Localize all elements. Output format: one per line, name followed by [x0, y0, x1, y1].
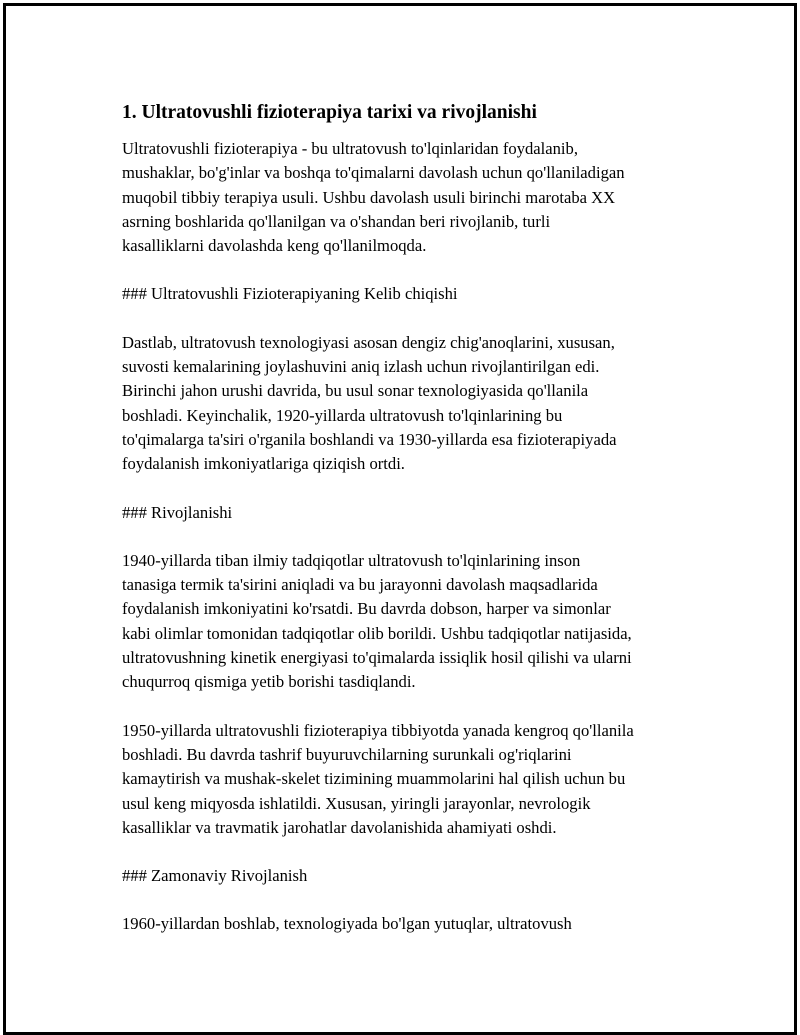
section-heading: [122, 864, 682, 888]
text-line: Dastlab, ultratovush texnologiyasi asosan dengiz chig'anoqlarini, xususan,: [122, 332, 615, 352]
text-line: mushaklar, bo'g'inlar va boshqa to'qimalarni davolash uchun qo'llaniladigan: [122, 163, 625, 183]
text-line: suvosti kemalarining joylashuvini aniq izlash uchun rivojlantirilgan edi.: [122, 357, 600, 377]
text-line: tanasiga termik ta'sirini aniqladi va bu jarayonni davolash maqsadlarida: [122, 575, 598, 595]
text-line: muqobil tibbiy terapiya usuli. Ushbu davolash usuli birinchi marotaba XX: [122, 187, 616, 207]
paragraph: [122, 331, 682, 477]
text-line: ### Ultratovushli Fizioterapiyaning Kelib chiqishi: [122, 284, 458, 304]
text-line: kasalliklarni davolashda keng qo'llanilmoqda.: [122, 236, 427, 256]
text-line: usul keng miqyosda ishlatildi. Xususan, yiringli jarayonlar, nevrologik: [122, 793, 591, 813]
text-line: foydalanish imkoniyatlariga qiziqish ortdi.: [122, 454, 405, 474]
text-line: to'qimalarga ta'siri o'rganila boshlandi va 1930-yillarda esa fizioterapiyada: [122, 429, 617, 449]
document-body: [122, 137, 682, 937]
text-line: chuqurroq qismiga yetib borishi tasdiqlandi.: [122, 672, 416, 692]
section-heading: [122, 282, 682, 306]
paragraph: [122, 719, 682, 840]
text-line: kabi olimlar tomonidan tadqiqotlar olib borildi. Ushbu tadqiqotlar natijasida,: [122, 623, 632, 643]
page-frame: [3, 3, 797, 1035]
text-line: kasalliklar va travmatik jarohatlar davolanishida ahamiyati oshdi.: [122, 817, 557, 837]
section-heading: [122, 501, 682, 525]
text-line: ### Zamonaviy Rivojlanish: [122, 866, 308, 886]
text-line: 1940-yillarda tiban ilmiy tadqiqotlar ultratovush to'lqinlarining inson: [122, 550, 581, 570]
text-line: Ultratovushli fizioterapiya - bu ultratovush to'lqinlaridan foydalanib,: [122, 139, 578, 158]
text-line: 1960-yillardan boshlab, texnologiyada bo'lgan yutuqlar, ultratovush: [122, 914, 572, 934]
text-line: foydalanish imkoniyatini ko'rsatdi. Bu davrda dobson, harper va simonlar: [122, 599, 611, 619]
paragraph: [122, 912, 682, 936]
paragraph: [122, 549, 682, 695]
document-content: [122, 101, 682, 961]
text-line: ### Rivojlanishi: [122, 502, 233, 522]
text-line: boshladi. Bu davrda tashrif buyuruvchilarning surunkali og'riqlarini: [122, 744, 572, 764]
text-line: Birinchi jahon urushi davrida, bu usul sonar texnologiyasida qo'llanila: [122, 381, 589, 401]
paragraph: [122, 137, 682, 258]
text-line: ultratovushning kinetik energiyasi to'qimalarda issiqlik hosil qilishi va ularni: [122, 648, 632, 668]
text-line: kamaytirish va mushak-skelet tizimining muammolarini hal qilish uchun bu: [122, 769, 626, 789]
text-line: asrning boshlarida qo'llanilgan va o'shandan beri rivojlanib, turli: [122, 211, 551, 231]
text-line: 1950-yillarda ultratovushli fizioterapiya tibbiyotda yanada kengroq qo'llanila: [122, 720, 634, 740]
document-title: 1. Ultratovushli fizioterapiya tarixi va rivojlanishi: [122, 102, 537, 123]
text-line: boshladi. Keyinchalik, 1920-yillarda ultratovush to'lqinlarining bu: [122, 405, 563, 425]
